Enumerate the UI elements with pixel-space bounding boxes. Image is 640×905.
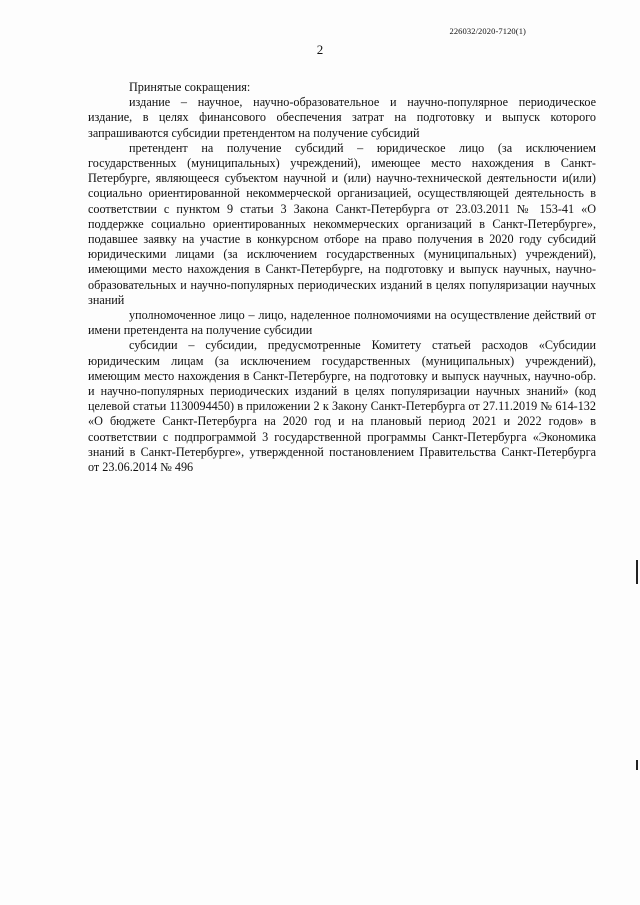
definition-subsidii: субсидии – субсидии, предусмотренные Комитету статьей расходов «Субсидии юридическим лицам (за исключением государственных (муниципальных) учреждений), имеющим место нахождения в Санкт-Петербурге, на подготовку и выпуск научных, научно-обр. и научно-популярных периодических изданий в целях популяризации научных знаний» (код целевой статьи 1130094450) в приложении 2 к Закону Санкт-Петербурга от 27.11.2019 № 614-132 «О бюджете Санкт-Петербурга на 2020 год и на плановый период 2021 и 2022 годов» в соответствии с подпрограммой 3 государственной программы Санкт-Петербурга «Экономика знаний в Санкт-Петербурге», утвержденной постановлением Правительства Санкт-Петербурга от 23.06.2014 № 496 [88, 338, 596, 475]
page-number: 2 [316, 42, 324, 57]
scan-edge-mark [636, 760, 638, 770]
definition-izdanie: издание – научное, научно-образовательное и научно-популярное периодическое издание, в целях финансового обеспечения затрат на подготовку и выпуск которого запрашиваются субсидии претендентом на получение субсидий [88, 95, 596, 140]
scan-edge-mark [636, 560, 638, 584]
section-heading: Принятые сокращения: [129, 80, 251, 94]
definition-pretendent: претендент на получение субсидий – юридическое лицо (за исключением государственных (муниципальных) учреждений), имеющее место нахождения в Санкт-Петербурге, являющееся субъектом научной и (или) научно-технической деятельности и(или) социально ориентированной некоммерческой организацией, осуществляющей деятельность в соответствии с пунктом 9 статьи 3 Закона Санкт-Петербурга от 23.03.2011 № 153-41 «О поддержке социально ориентированных некоммерческих организаций в Санкт-Петербурге», подавшее заявку на участие в конкурсном отборе на право получения в 2020 году субсидий юридическими лицами (за исключением государственных (муниципальных) учреждений), имеющими место нахождения в Санкт-Петербурге, на подготовку и выпуск научных, научно-образовательных и научно-популярных периодических изданий в целях популяризации научных знаний [88, 140, 596, 307]
document-id: 226032/2020-7120(1) [449, 26, 526, 36]
definition-upolnomochennoe-lico: уполномоченное лицо – лицо, наделенное полномочиями на осуществление действий от имени претендента на получение субсидии [88, 308, 596, 338]
document-body [88, 80, 596, 475]
